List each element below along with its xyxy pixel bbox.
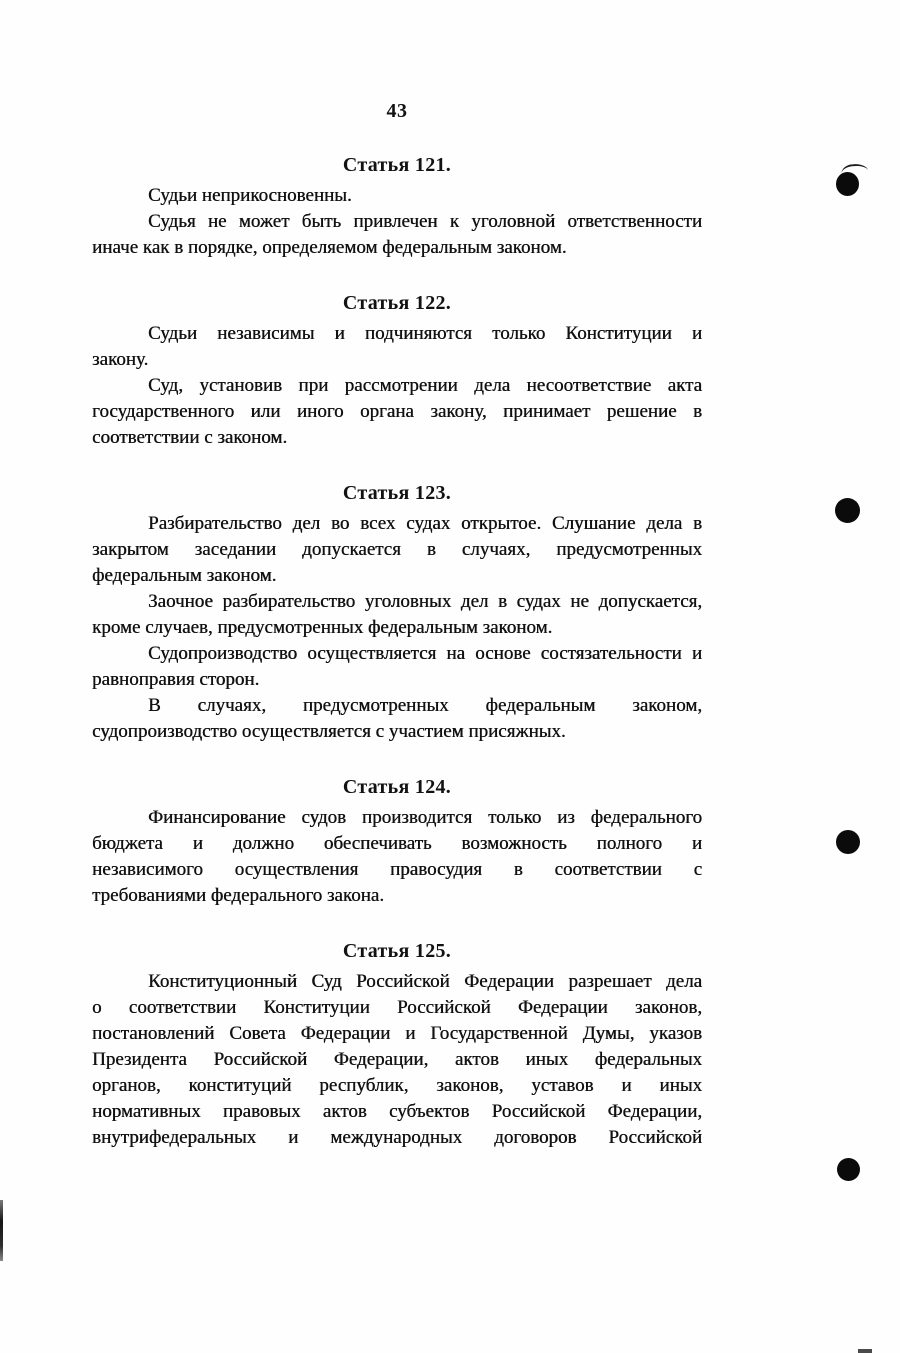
text-line: кроме случаев, предусмотренных федеральным законом. (92, 617, 553, 638)
text-line: федеральным законом. (92, 565, 277, 586)
text-line: Заочное разбирательство уголовных дел в судах не допускается, (148, 591, 702, 612)
paragraph (92, 589, 702, 641)
text-line: независимого осуществления правосудия в соответствии с (92, 859, 702, 880)
text-line: В случаях, предусмотренных федеральным законом, (148, 695, 702, 716)
article-123-heading: Статья 123. (342, 482, 452, 504)
text-line: Судья не может быть привлечен к уголовной ответственности (148, 211, 702, 232)
article-123 (92, 481, 702, 745)
article-124 (92, 775, 702, 909)
text-line: соответствии с законом. (92, 427, 288, 448)
text-line: судопроизводство осуществляется с участием присяжных. (92, 721, 566, 742)
text-line: нормативных правовых актов субъектов Российской Федерации, (92, 1101, 702, 1122)
text-line: бюджета и должно обеспечивать возможность полного и (92, 833, 702, 854)
paragraph (92, 969, 702, 1151)
text-line: государственного или иного органа закону, принимает решение в (92, 401, 702, 422)
text-line: Судопроизводство осуществляется на основе состязательности и (148, 643, 702, 664)
text-line: Разбирательство дел во всех судах открытое. Слушание дела в (148, 513, 702, 534)
text-line: Судьи независимы и подчиняются только Конституции и (148, 323, 702, 344)
text-line: закону. (92, 349, 149, 370)
binder-hole-dot (836, 172, 859, 196)
text-line: внутрифедеральных и международных договоров Российской (92, 1127, 702, 1148)
text-line: Суд, установив при рассмотрении дела несоответствие акта (148, 375, 702, 396)
binder-hole-dot (835, 498, 860, 523)
text-line: Конституционный Суд Российской Федерации разрешает дела (148, 971, 702, 992)
article-125 (92, 939, 702, 1151)
paragraph (92, 511, 702, 589)
article-121 (92, 153, 702, 261)
text-line: о соответствии Конституции Российской Федерации законов, (92, 997, 702, 1018)
text-line: равноправия сторон. (92, 669, 260, 690)
article-121-heading: Статья 121. (342, 154, 452, 176)
binder-hole-dot (837, 1158, 860, 1181)
article-122 (92, 291, 702, 451)
article-124-heading: Статья 124. (342, 776, 452, 798)
text-line: иначе как в порядке, определяемом федеральным законом. (92, 237, 567, 258)
page-content (92, 0, 702, 1151)
scan-edge-artifact (858, 1349, 872, 1353)
paragraph (92, 641, 702, 693)
paragraph (92, 693, 702, 745)
article-122-heading: Статья 122. (342, 292, 452, 314)
article-125-heading: Статья 125. (342, 940, 452, 962)
paragraph (92, 805, 702, 909)
text-line: Финансирование судов производится только из федерального (148, 807, 702, 828)
scan-edge-artifact (0, 1200, 3, 1261)
text-line: Судьи неприкосновенны. (148, 185, 352, 206)
text-line: требованиями федерального закона. (92, 885, 384, 906)
paragraph (92, 321, 702, 373)
text-line: Президента Российской Федерации, актов иных федеральных (92, 1049, 702, 1070)
text-line: органов, конституций республик, законов, уставов и иных (92, 1075, 702, 1096)
page-number: 43 (386, 100, 408, 122)
paragraph (92, 183, 702, 209)
text-line: закрытом заседании допускается в случаях, предусмотренных (92, 539, 702, 560)
paragraph (92, 373, 702, 451)
binder-hole-dot (836, 830, 860, 854)
text-line: постановлений Совета Федерации и Государственной Думы, указов (92, 1023, 702, 1044)
paragraph (92, 209, 702, 261)
